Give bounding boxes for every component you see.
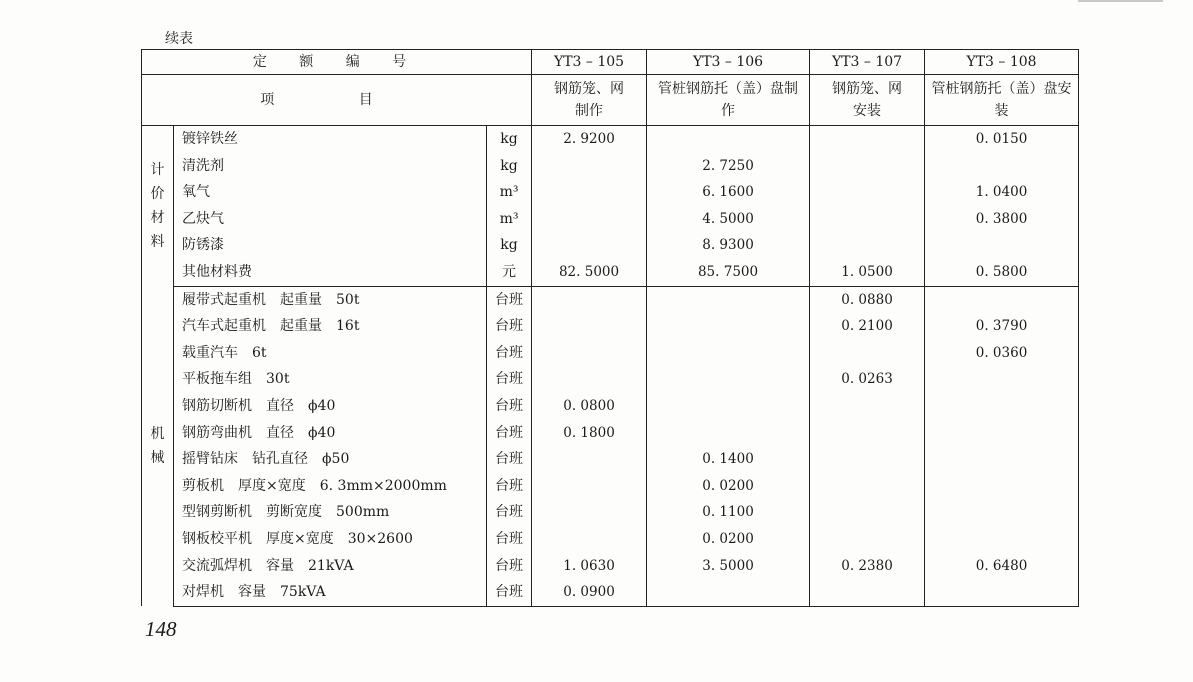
value-cell: 4. 5000 — [647, 206, 810, 233]
value-cell: 3. 5000 — [647, 553, 810, 580]
item-unit: 台班 — [487, 393, 532, 420]
table-row — [142, 179, 1079, 206]
value-cell — [810, 499, 925, 526]
table-row — [142, 259, 1079, 286]
value-cell: 85. 7500 — [647, 259, 810, 286]
table-row — [142, 420, 1079, 447]
item-name: 氧气 — [174, 179, 487, 206]
item-unit: kg — [487, 126, 532, 153]
value-cell — [925, 366, 1079, 393]
table-row — [142, 286, 1079, 313]
item-unit: kg — [487, 232, 532, 259]
value-cell — [925, 526, 1079, 553]
value-cell: 0. 0800 — [532, 393, 647, 420]
item-unit: 台班 — [487, 286, 532, 313]
category-char: 价 — [150, 186, 165, 203]
value-cell — [810, 393, 925, 420]
value-cell — [810, 579, 925, 606]
value-cell — [532, 153, 647, 180]
value-cell: 1. 0400 — [925, 179, 1079, 206]
item-label: 项 目 — [142, 75, 532, 126]
table-row — [142, 232, 1079, 259]
item-unit: 台班 — [487, 526, 532, 553]
value-cell — [810, 526, 925, 553]
table-row — [142, 313, 1079, 340]
item-name: 型钢剪断机 剪断宽度 500mm — [174, 499, 487, 526]
item-unit: kg — [487, 153, 532, 180]
item-name: 摇臂钻床 钻孔直径 ϕ50 — [174, 446, 487, 473]
value-cell — [925, 286, 1079, 313]
item-unit: 台班 — [487, 446, 532, 473]
value-cell — [647, 420, 810, 447]
value-cell: 0. 1100 — [647, 499, 810, 526]
value-cell — [810, 179, 925, 206]
value-cell — [810, 340, 925, 367]
item-unit: 台班 — [487, 313, 532, 340]
item-name-cell: 管桩钢筋托（盖）盘制作 — [647, 75, 810, 126]
top-rule — [1078, 0, 1163, 2]
table-row — [142, 499, 1079, 526]
item-unit: m³ — [487, 179, 532, 206]
value-cell: 82. 5000 — [532, 259, 647, 286]
item-name: 钢板校平机 厚度×宽度 30×2600 — [174, 526, 487, 553]
value-cell — [532, 313, 647, 340]
value-cell — [925, 232, 1079, 259]
value-cell — [647, 126, 810, 153]
item-unit: 元 — [487, 259, 532, 286]
value-cell — [925, 153, 1079, 180]
value-cell — [810, 126, 925, 153]
value-cell: 0. 5800 — [925, 259, 1079, 286]
category-cell — [142, 286, 174, 606]
item-name: 清洗剂 — [174, 153, 487, 180]
value-cell: 0. 3800 — [925, 206, 1079, 233]
table-row — [142, 206, 1079, 233]
value-cell — [532, 232, 647, 259]
item-unit: 台班 — [487, 366, 532, 393]
header-row-codes — [142, 50, 1079, 75]
value-cell: 6. 1600 — [647, 179, 810, 206]
value-cell — [925, 393, 1079, 420]
item-unit: 台班 — [487, 473, 532, 500]
header-row-names — [142, 75, 1079, 126]
value-cell — [647, 286, 810, 313]
value-cell — [532, 286, 647, 313]
value-cell: 0. 0880 — [810, 286, 925, 313]
value-cell — [647, 340, 810, 367]
value-cell: 0. 0200 — [647, 526, 810, 553]
value-cell: 2. 9200 — [532, 126, 647, 153]
value-cell — [647, 579, 810, 606]
item-name-cell: 钢筋笼、网安装 — [810, 75, 925, 126]
item-name: 汽车式起重机 起重量 16t — [174, 313, 487, 340]
item-name: 履带式起重机 起重量 50t — [174, 286, 487, 313]
code-cell: YT3 – 105 — [532, 50, 647, 75]
value-cell — [532, 446, 647, 473]
category-char: 料 — [150, 234, 165, 251]
category-char: 机 — [150, 426, 165, 443]
value-cell — [532, 499, 647, 526]
item-unit: 台班 — [487, 420, 532, 447]
value-cell: 0. 6480 — [925, 553, 1079, 580]
item-name-cell: 钢筋笼、网制作 — [532, 75, 647, 126]
table-row — [142, 126, 1079, 153]
item-unit: m³ — [487, 206, 532, 233]
item-name: 其他材料费 — [174, 259, 487, 286]
value-cell — [532, 366, 647, 393]
value-cell: 0. 0360 — [925, 340, 1079, 367]
code-label: 定 额 编 号 — [142, 50, 532, 75]
item-name: 钢筋弯曲机 直径 ϕ40 — [174, 420, 487, 447]
code-cell: YT3 – 106 — [647, 50, 810, 75]
value-cell — [810, 153, 925, 180]
value-cell: 0. 1800 — [532, 420, 647, 447]
value-cell: 0. 3790 — [925, 313, 1079, 340]
value-cell: 1. 0630 — [532, 553, 647, 580]
value-cell: 2. 7250 — [647, 153, 810, 180]
item-name: 平板拖车组 30t — [174, 366, 487, 393]
code-cell: YT3 – 107 — [810, 50, 925, 75]
value-cell: 0. 0900 — [532, 579, 647, 606]
value-cell: 0. 1400 — [647, 446, 810, 473]
item-name: 乙炔气 — [174, 206, 487, 233]
value-cell: 1. 0500 — [810, 259, 925, 286]
item-name: 镀锌铁丝 — [174, 126, 487, 153]
item-name-cell: 管桩钢筋托（盖）盘安装 — [925, 75, 1079, 126]
value-cell — [532, 526, 647, 553]
item-unit: 台班 — [487, 340, 532, 367]
value-cell — [810, 473, 925, 500]
value-cell: 0. 2380 — [810, 553, 925, 580]
value-cell — [925, 446, 1079, 473]
page-number: 148 — [145, 617, 177, 641]
value-cell — [647, 313, 810, 340]
value-cell — [925, 473, 1079, 500]
item-name: 防锈漆 — [174, 232, 487, 259]
category-cell — [142, 126, 174, 287]
table-row — [142, 153, 1079, 180]
table-row — [142, 393, 1079, 420]
item-name: 剪板机 厚度×宽度 6. 3mm×2000mm — [174, 473, 487, 500]
table-row — [142, 366, 1079, 393]
value-cell — [810, 420, 925, 447]
table-row — [142, 553, 1079, 580]
value-cell — [810, 232, 925, 259]
value-cell — [925, 420, 1079, 447]
item-name: 交流弧焊机 容量 21kVA — [174, 553, 487, 580]
value-cell — [532, 340, 647, 367]
value-cell — [647, 366, 810, 393]
value-cell — [925, 579, 1079, 606]
category-char: 械 — [150, 450, 165, 467]
value-cell: 0. 0150 — [925, 126, 1079, 153]
table-caption: 续表 — [165, 31, 193, 47]
category-char: 材 — [150, 210, 165, 227]
table-row — [142, 473, 1079, 500]
table-row — [142, 446, 1079, 473]
code-cell: YT3 – 108 — [925, 50, 1079, 75]
item-name: 载重汽车 6t — [174, 340, 487, 367]
item-name: 对焊机 容量 75kVA — [174, 579, 487, 606]
value-cell — [532, 179, 647, 206]
item-name: 钢筋切断机 直径 ϕ40 — [174, 393, 487, 420]
category-char: 计 — [150, 162, 165, 179]
item-unit: 台班 — [487, 579, 532, 606]
value-cell: 8. 9300 — [647, 232, 810, 259]
value-cell — [925, 499, 1079, 526]
value-cell — [532, 206, 647, 233]
value-cell — [532, 473, 647, 500]
item-unit: 台班 — [487, 553, 532, 580]
value-cell: 0. 2100 — [810, 313, 925, 340]
value-cell: 0. 0200 — [647, 473, 810, 500]
table-row — [142, 340, 1079, 367]
item-unit: 台班 — [487, 499, 532, 526]
quota-table — [141, 49, 1079, 607]
value-cell — [810, 206, 925, 233]
table-row — [142, 579, 1079, 606]
table-row — [142, 526, 1079, 553]
value-cell — [647, 393, 810, 420]
value-cell — [810, 446, 925, 473]
value-cell: 0. 0263 — [810, 366, 925, 393]
